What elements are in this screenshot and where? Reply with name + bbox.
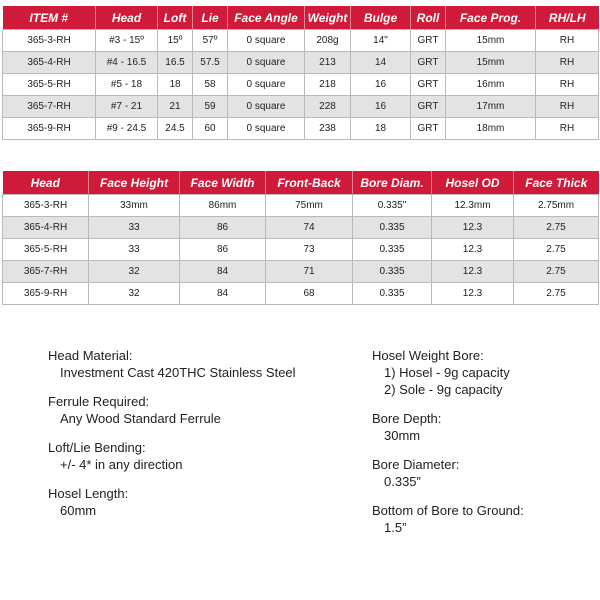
column-header: Roll: [411, 6, 446, 30]
table-row: [3, 261, 599, 283]
table-cell: 58: [193, 74, 228, 96]
table-cell: 0 square: [228, 118, 305, 140]
table-cell: RH: [536, 96, 599, 118]
table-cell: RH: [536, 118, 599, 140]
table-cell: 33mm: [89, 195, 180, 217]
spec-value: +/- 4* in any direction: [60, 457, 183, 472]
spec-value: 0.335”: [384, 474, 421, 489]
spec-label: Hosel Weight Bore:: [372, 348, 484, 363]
spec-value: 2) Sole - 9g capacity: [384, 382, 503, 397]
spec-value: 60mm: [60, 503, 97, 518]
table-cell: 86mm: [180, 195, 266, 217]
table-cell: GRT: [411, 74, 446, 96]
spec-label: Bore Diameter:: [372, 457, 460, 472]
spec-item: [48, 393, 296, 427]
table-cell: 71: [266, 261, 353, 283]
table-cell: 365-4-RH: [3, 52, 96, 74]
table-cell: 365-5-RH: [3, 74, 96, 96]
table-cell: 12.3: [432, 217, 514, 239]
table-cell: #3 - 15º: [96, 30, 158, 52]
spec-label: Head Material:: [48, 348, 133, 363]
column-header: Loft: [158, 6, 193, 30]
column-header: Lie: [193, 6, 228, 30]
table-cell: 2.75: [514, 283, 599, 305]
table-header-row: [3, 6, 599, 30]
spec-item: [48, 485, 296, 519]
table-cell: 17mm: [446, 96, 536, 118]
table-cell: RH: [536, 52, 599, 74]
dimensions-spec-table: [2, 171, 599, 305]
table-cell: 238: [305, 118, 351, 140]
column-header: Front-Back: [266, 171, 353, 195]
table-cell: 2.75: [514, 217, 599, 239]
table-cell: GRT: [411, 118, 446, 140]
table-cell: 14: [351, 52, 411, 74]
table-cell: GRT: [411, 96, 446, 118]
table-cell: 15mm: [446, 30, 536, 52]
spec-label: Bottom of Bore to Ground:: [372, 503, 524, 518]
table-cell: RH: [536, 30, 599, 52]
table-cell: 365-7-RH: [3, 261, 89, 283]
table-cell: 365-9-RH: [3, 118, 96, 140]
table-cell: 75mm: [266, 195, 353, 217]
table-cell: 16: [351, 96, 411, 118]
table-cell: 12.3: [432, 239, 514, 261]
spec-item: [48, 347, 296, 381]
table-cell: 365-7-RH: [3, 96, 96, 118]
column-header: Face Width: [180, 171, 266, 195]
table-cell: 0 square: [228, 30, 305, 52]
table-cell: 21: [158, 96, 193, 118]
table-cell: 18: [351, 118, 411, 140]
table-cell: 74: [266, 217, 353, 239]
table-cell: 365-4-RH: [3, 217, 89, 239]
column-header: Head: [96, 6, 158, 30]
table-cell: GRT: [411, 30, 446, 52]
table-cell: #9 - 24.5: [96, 118, 158, 140]
column-header: Face Angle: [228, 6, 305, 30]
table-cell: GRT: [411, 52, 446, 74]
loft-lie-spec-table: [2, 6, 599, 140]
spec-value: 1.5”: [384, 520, 407, 535]
spec-item: [372, 410, 524, 444]
spec-label: Ferrule Required:: [48, 394, 150, 409]
table-cell: 57.5: [193, 52, 228, 74]
spec-label: Bore Depth:: [372, 411, 442, 426]
spec-item: [372, 456, 524, 490]
table-row: [3, 52, 599, 74]
column-header: Bulge: [351, 6, 411, 30]
column-header: Head: [3, 171, 89, 195]
table-cell: 0.335": [353, 195, 432, 217]
table-cell: 0 square: [228, 96, 305, 118]
table-cell: 16mm: [446, 74, 536, 96]
table-cell: #5 - 18: [96, 74, 158, 96]
table-cell: 208g: [305, 30, 351, 52]
table-cell: 0.335: [353, 217, 432, 239]
table-cell: 218: [305, 74, 351, 96]
table-cell: 2.75mm: [514, 195, 599, 217]
table-cell: 12.3mm: [432, 195, 514, 217]
spec-label: Hosel Length:: [48, 486, 129, 501]
table-cell: #7 - 21: [96, 96, 158, 118]
specs-right-column: [372, 347, 524, 548]
table-row: [3, 74, 599, 96]
table-cell: 0 square: [228, 74, 305, 96]
column-header: ITEM #: [3, 6, 96, 30]
table-row: [3, 118, 599, 140]
table-cell: 2.75: [514, 239, 599, 261]
column-header: RH/LH: [536, 6, 599, 30]
table-cell: 365-3-RH: [3, 195, 89, 217]
table-cell: 18: [158, 74, 193, 96]
table-cell: 57º: [193, 30, 228, 52]
table-row: [3, 195, 599, 217]
table-cell: 59: [193, 96, 228, 118]
table-cell: 0.335: [353, 283, 432, 305]
specs-left-column: [48, 347, 296, 531]
table-cell: 33: [89, 239, 180, 261]
table-cell: 0.335: [353, 261, 432, 283]
table-cell: 32: [89, 283, 180, 305]
column-header: Bore Diam.: [353, 171, 432, 195]
table-cell: 12.3: [432, 261, 514, 283]
spec-value: 30mm: [384, 428, 421, 443]
spec-item: [372, 347, 524, 398]
column-header: Face Height: [89, 171, 180, 195]
spec-label: Loft/Lie Bending:: [48, 440, 146, 455]
spec-value: Investment Cast 420THC Stainless Steel: [60, 365, 296, 380]
table-cell: 0 square: [228, 52, 305, 74]
table-cell: 18mm: [446, 118, 536, 140]
table-cell: RH: [536, 74, 599, 96]
table-cell: 2.75: [514, 261, 599, 283]
table-cell: 365-9-RH: [3, 283, 89, 305]
table-cell: 365-3-RH: [3, 30, 96, 52]
table-cell: 213: [305, 52, 351, 74]
table-cell: 228: [305, 96, 351, 118]
table-cell: 365-5-RH: [3, 239, 89, 261]
column-header: Weight: [305, 6, 351, 30]
spec-value: 1) Hosel - 9g capacity: [384, 365, 510, 380]
column-header: Face Thick: [514, 171, 599, 195]
table-cell: 60: [193, 118, 228, 140]
table-row: [3, 283, 599, 305]
column-header: Face Prog.: [446, 6, 536, 30]
table-row: [3, 239, 599, 261]
table-cell: 84: [180, 261, 266, 283]
spec-value: Any Wood Standard Ferrule: [60, 411, 221, 426]
table-cell: 15º: [158, 30, 193, 52]
table-row: [3, 30, 599, 52]
table-cell: #4 - 16.5: [96, 52, 158, 74]
table-cell: 68: [266, 283, 353, 305]
table-cell: 15mm: [446, 52, 536, 74]
table-cell: 73: [266, 239, 353, 261]
table-header-row: [3, 171, 599, 195]
table-cell: 86: [180, 239, 266, 261]
table-cell: 0.335: [353, 239, 432, 261]
table-cell: 33: [89, 217, 180, 239]
table-cell: 12.3: [432, 283, 514, 305]
table-cell: 86: [180, 217, 266, 239]
table-cell: 16.5: [158, 52, 193, 74]
table-cell: 16: [351, 74, 411, 96]
table-row: [3, 217, 599, 239]
column-header: Hosel OD: [432, 171, 514, 195]
spec-item: [48, 439, 296, 473]
table-row: [3, 96, 599, 118]
table-cell: 84: [180, 283, 266, 305]
table-cell: 14": [351, 30, 411, 52]
spec-item: [372, 502, 524, 536]
table-cell: 24.5: [158, 118, 193, 140]
table-cell: 32: [89, 261, 180, 283]
